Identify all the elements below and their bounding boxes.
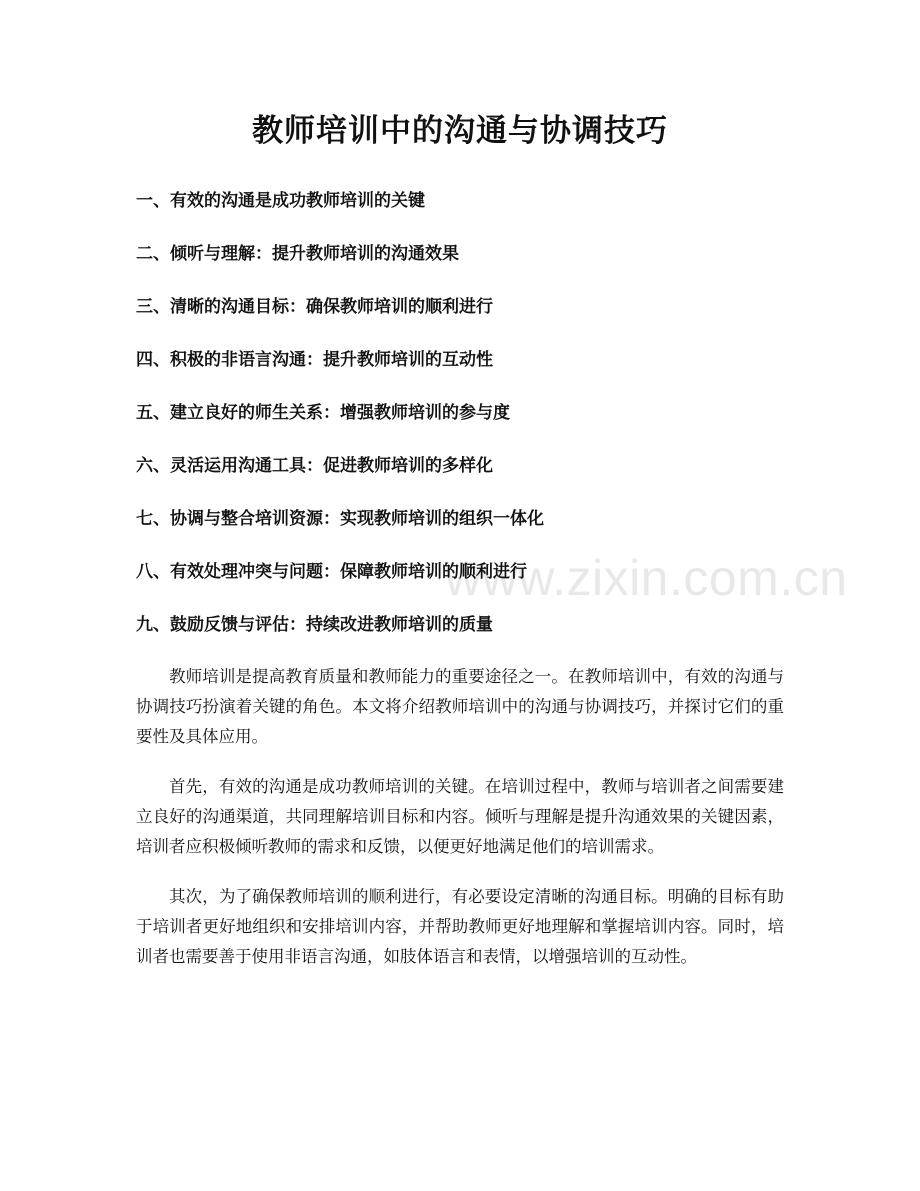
toc-item: 九、鼓励反馈与评估：持续改进教师培训的质量: [136, 615, 493, 635]
watermark: www.zixin.com.cn: [445, 550, 848, 606]
body-paragraph: 首先，有效的沟通是成功教师培训的关键。在培训过程中，教师与培训者之间需要建立良好的沟通渠道，共同理解培训目标和内容。倾听与理解是提升沟通效果的关键因素，培训者应积极倾听教师的需求和反馈，以便更好地满足他们的培训需求。: [136, 777, 784, 856]
toc-item: 三、清晰的沟通目标：确保教师培训的顺利进行: [136, 297, 493, 317]
body-text: [136, 662, 784, 992]
toc-item: 七、协调与整合培训资源：实现教师培训的组织一体化: [136, 509, 544, 529]
table-of-contents: [136, 186, 796, 663]
body-paragraph: 其次，为了确保教师培训的顺利进行，有必要设定清晰的沟通目标。明确的目标有助于培训者更好地组织和安排培训内容，并帮助教师更好地理解和掌握培训内容。同时，培训者也需要善于使用非语言沟通，如肢体语言和表情，以增强培训的互动性。: [136, 887, 784, 966]
toc-item: 一、有效的沟通是成功教师培训的关键: [136, 191, 425, 211]
document-title: 教师培训中的沟通与协调技巧: [252, 113, 668, 149]
toc-item: 八、有效处理冲突与问题：保障教师培训的顺利进行: [136, 562, 527, 582]
toc-item: 六、灵活运用沟通工具：促进教师培训的多样化: [136, 456, 493, 476]
toc-item: 二、倾听与理解：提升教师培训的沟通效果: [136, 244, 459, 264]
toc-item: 四、积极的非语言沟通：提升教师培训的互动性: [136, 350, 493, 370]
toc-item: 五、建立良好的师生关系：增强教师培训的参与度: [136, 403, 510, 423]
body-paragraph: 教师培训是提高教育质量和教师能力的重要途径之一。在教师培训中，有效的沟通与协调技巧扮演着关键的角色。本文将介绍教师培训中的沟通与协调技巧，并探讨它们的重要性及具体应用。: [136, 667, 784, 746]
